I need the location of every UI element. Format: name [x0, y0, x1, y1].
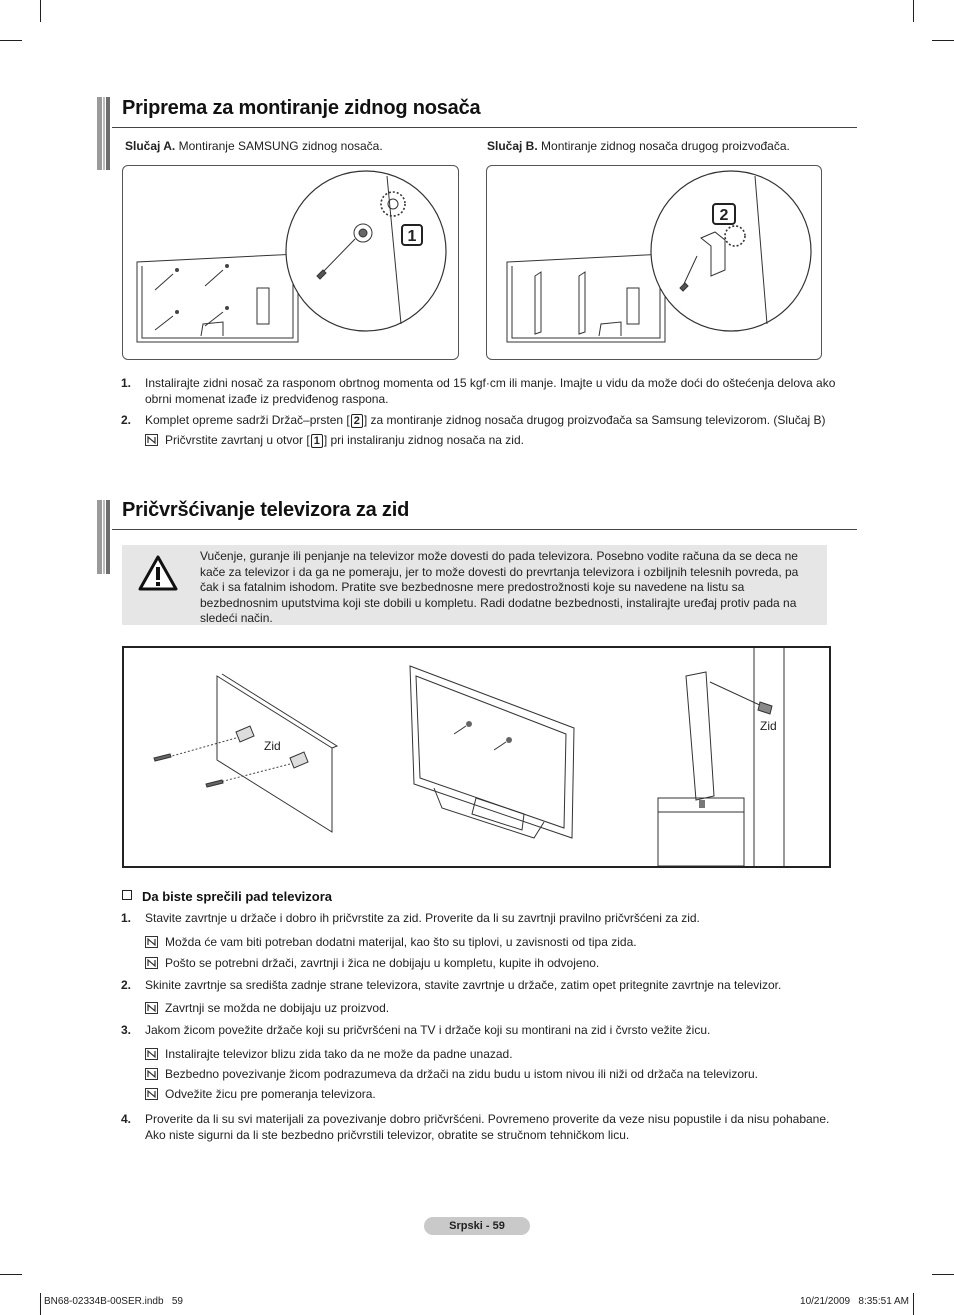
warning-icon: [138, 555, 178, 591]
case-b-text: Montiranje zidnog nosača drugog proizvođača.: [541, 139, 790, 153]
callout-badge-2: 2: [719, 207, 729, 224]
note-icon: [145, 1068, 158, 1080]
crop-mark: [932, 1274, 954, 1275]
note-text: Možda će vam biti potreban dodatni materijal, kao što su tiplovi, u zavisnosti od tipa zida.: [165, 935, 637, 949]
note-icon: [145, 936, 158, 948]
crop-mark: [913, 1293, 914, 1315]
note-text: Zavrtnji se možda ne dobijaju uz proizvod.: [165, 1001, 390, 1015]
section-marker: [97, 97, 111, 170]
tv-back-ring-holder-drawing: [487, 166, 821, 359]
crop-mark: [913, 0, 914, 22]
step-text: Jakom žicom povežite držače koji su pričvršćeni na TV i držače koji su montirani na zid i čvrsto vežite žicu.: [145, 1023, 711, 1037]
tv-back-samsung-bracket-drawing: [123, 166, 458, 359]
step-number: 1.: [121, 376, 132, 390]
warning-text: Vučenje, guranje ili penjanje na televizor može dovesti do pada televizora. Posebno vodite računa da se deca ne kače za televizor i da ga ne pomeraju, jer to može dovesti do prevrtanja televizora i ozbiljnih telesnih povreda, pa čak i sa fatalnim ishodom. Pratite sve bezbednosne mere predostrožnosti koje su navedene na listu sa bezbednosnim uputstvima koji ste dobili u kompletu. Radi dodatne bezbednosti, instalirajte uređaj protiv pada na sledeći način.: [200, 549, 799, 625]
callout-badge-1: 1: [407, 228, 417, 245]
step-number: 2.: [121, 978, 132, 992]
page-number-badge: Srpski - 59: [424, 1217, 530, 1235]
step-text: Stavite zavrtnje u držače i dobro ih pričvrstite za zid. Proverite da li su zavrtnji pravilno pričvršćeni za zid.: [145, 911, 700, 925]
step-number: 3.: [121, 1023, 132, 1037]
crop-mark: [40, 0, 41, 22]
label-wall-left: Zid: [264, 739, 281, 753]
note-text: Odvežite žicu pre pomeranja televizora.: [165, 1087, 376, 1101]
inline-part-number: 1: [311, 434, 323, 448]
step-text-part: ] za montiranje zidnog nosača drugog proizvođača sa Samsung televizorom. (Slučaj B): [363, 413, 826, 427]
footer-timestamp: 10/21/2009 8:35:51 AM: [800, 1296, 909, 1307]
note-icon: [145, 1002, 158, 1014]
step-number: 2.: [121, 413, 132, 427]
section-marker: [97, 500, 111, 574]
case-a-text: Montiranje SAMSUNG zidnog nosača.: [178, 139, 383, 153]
step-text: Proverite da li su svi materijali za povezivanje dobro pričvršćeni. Povremeno proverite da veze nisu popustile i da nisu pohabane. Ako niste sigurni da li ste bezbedno pričvrstili televizor, obratite se stručnom tehničkom licu.: [145, 1112, 830, 1142]
warning-box: [122, 545, 827, 625]
case-a-caption: [125, 139, 383, 153]
label-wall-right: Zid: [760, 719, 777, 733]
step-number: 4.: [121, 1112, 132, 1126]
inline-part-number: 2: [351, 414, 363, 428]
note-text-part: ] pri instaliranju zidnog nosača na zid.: [323, 433, 524, 447]
case-a-label: Slučaj A.: [125, 139, 176, 153]
anti-fall-illustration: [122, 646, 831, 868]
note-text: Pošto se potrebni držači, zavrtnji i žica ne dobijaju u kompletu, kupite ih odvojeno.: [165, 956, 600, 970]
case-b-label: Slučaj B.: [487, 139, 538, 153]
note-icon: [145, 957, 158, 969]
note-icon: [145, 1088, 158, 1100]
crop-mark: [40, 1293, 41, 1315]
case-b-caption: [487, 139, 790, 153]
note-text: Instalirajte televizor blizu zida tako da ne može da padne unazad.: [165, 1047, 513, 1061]
section-title: Pričvršćivanje televizora za zid: [122, 499, 410, 521]
subheading-text: Da biste sprečili pad televizora: [142, 889, 333, 904]
note-icon: [145, 1048, 158, 1060]
section-title: Priprema za montiranje zidnog nosača: [122, 97, 481, 119]
step-number: 1.: [121, 911, 132, 925]
step-text: [145, 413, 845, 429]
crop-mark: [0, 40, 22, 41]
case-b-illustration: [486, 165, 822, 360]
step-text: Instalirajte zidni nosač za rasponom obrtnog momenta od 15 kgf·cm ili manje. Imajte u vidu da može doći do oštećenja delova ako obrni momenat izađe iz predviđenog raspona.: [145, 376, 836, 406]
note-text: Bezbedno povezivanje žicom podrazumeva da držači na zidu budu u istom nivou ili niži od držača na televizoru.: [165, 1067, 758, 1081]
section-rule: [112, 529, 857, 530]
step-text-part: Komplet opreme sadrži Držač–prsten [: [145, 413, 350, 427]
note-text-part: Pričvrstite zavrtanj u otvor [: [165, 433, 310, 447]
case-a-illustration: [122, 165, 459, 360]
subheading: [122, 889, 332, 904]
crop-mark: [0, 1274, 22, 1275]
footer-file: BN68-02334B-00SER.indb 59: [44, 1296, 183, 1307]
note-icon: [145, 434, 158, 446]
step-text: Skinite zavrtnje sa središta zadnje strane televizora, stavite zavrtnje u držače, zatim opet pritegnite zavrtnje na televizor.: [145, 978, 782, 992]
checkbox-bullet-icon: [122, 890, 132, 900]
anti-fall-drawing: [124, 648, 829, 866]
note-text: [165, 433, 524, 448]
crop-mark: [932, 40, 954, 41]
section-rule: [112, 127, 857, 128]
